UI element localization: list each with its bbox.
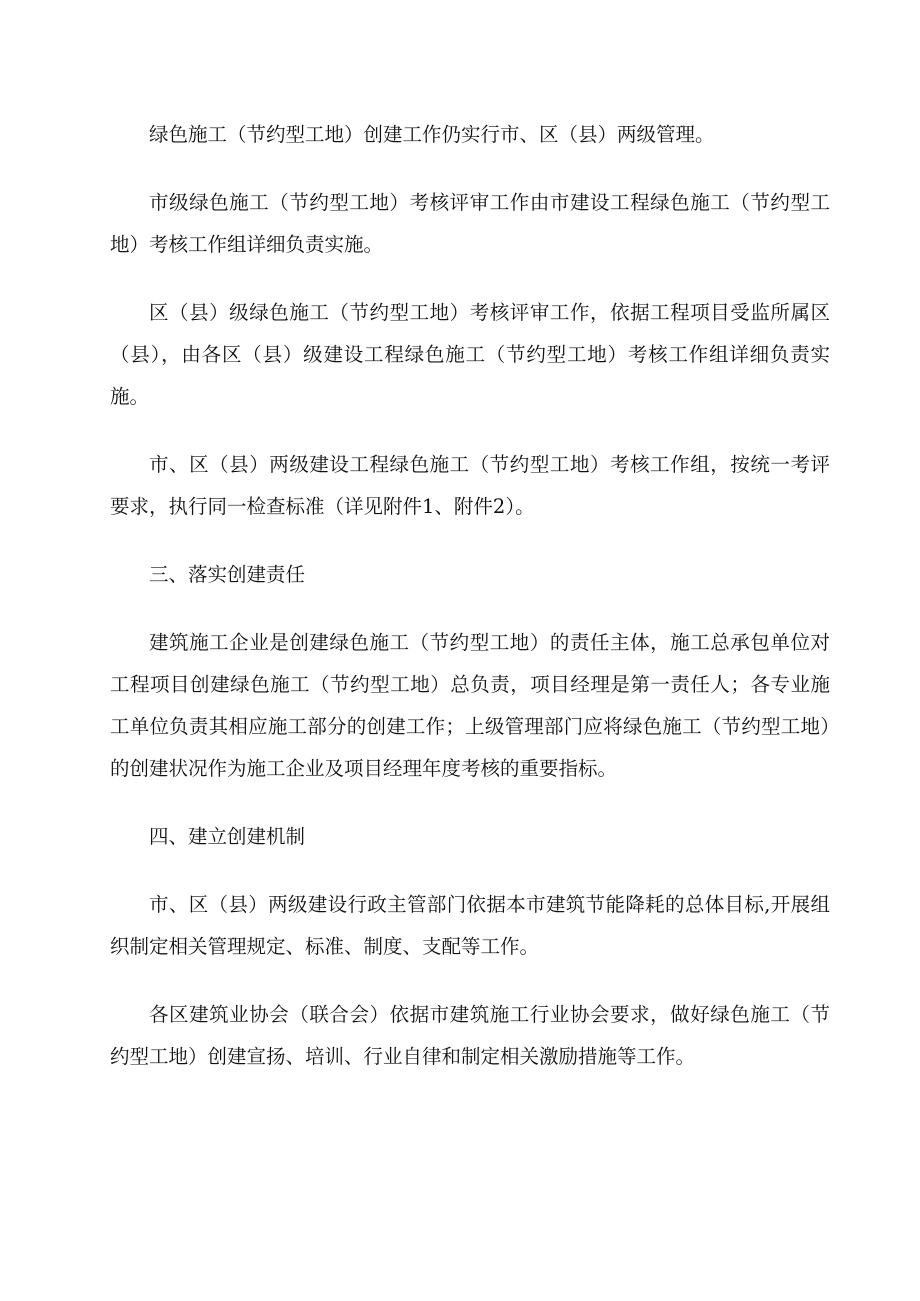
paragraph-administration: 市、区（县）两级建设行政主管部门依据本市建筑节能降耗的总体目标,开展组织制定相关管理规定、标准、制度、支配等工作。: [110, 893, 830, 958]
section-heading-mechanism: 四、建立创建机制: [149, 825, 306, 848]
paragraph-city-assessment: 市级绿色施工（节约型工地）考核评审工作由市建设工程绿色施工（节约型工地）考核工作组详细负责实施。: [110, 191, 830, 256]
paragraph-responsibility: 建筑施工企业是创建绿色施工（节约型工地）的责任主体，施工总承包单位对工程项目创建绿色施工（节约型工地）总负责，项目经理是第一责任人；各专业施工单位负责其相应施工部分的创建工作；上级管理部门应将绿色施工（节约型工地）的创建状况作为施工企业及项目经理年度考核的重要指标。: [110, 631, 830, 780]
paragraph-associations: 各区建筑业协会（联合会）依据市建筑施工行业协会要求，做好绿色施工（节约型工地）创建宣扬、培训、行业自律和制定相关激励措施等工作。: [110, 1003, 830, 1068]
section-heading-responsibility: 三、落实创建责任: [149, 563, 306, 586]
document-body: [110, 114, 830, 1104]
paragraph-management-levels: 绿色施工（节约型工地）创建工作仍实行市、区（县）两级管理。: [149, 123, 715, 146]
paragraph-district-assessment: 区（县）级绿色施工（节约型工地）考核评审工作，依据工程项目受监所属区（县），由各区（县）级建设工程绿色施工（节约型工地）考核工作组详细负责实施。: [110, 301, 830, 408]
paragraph-unified-standard: 市、区（县）两级建设工程绿色施工（节约型工地）考核工作组，按统一考评要求，执行同一检查标准（详见附件1、附件2）。: [110, 453, 830, 518]
